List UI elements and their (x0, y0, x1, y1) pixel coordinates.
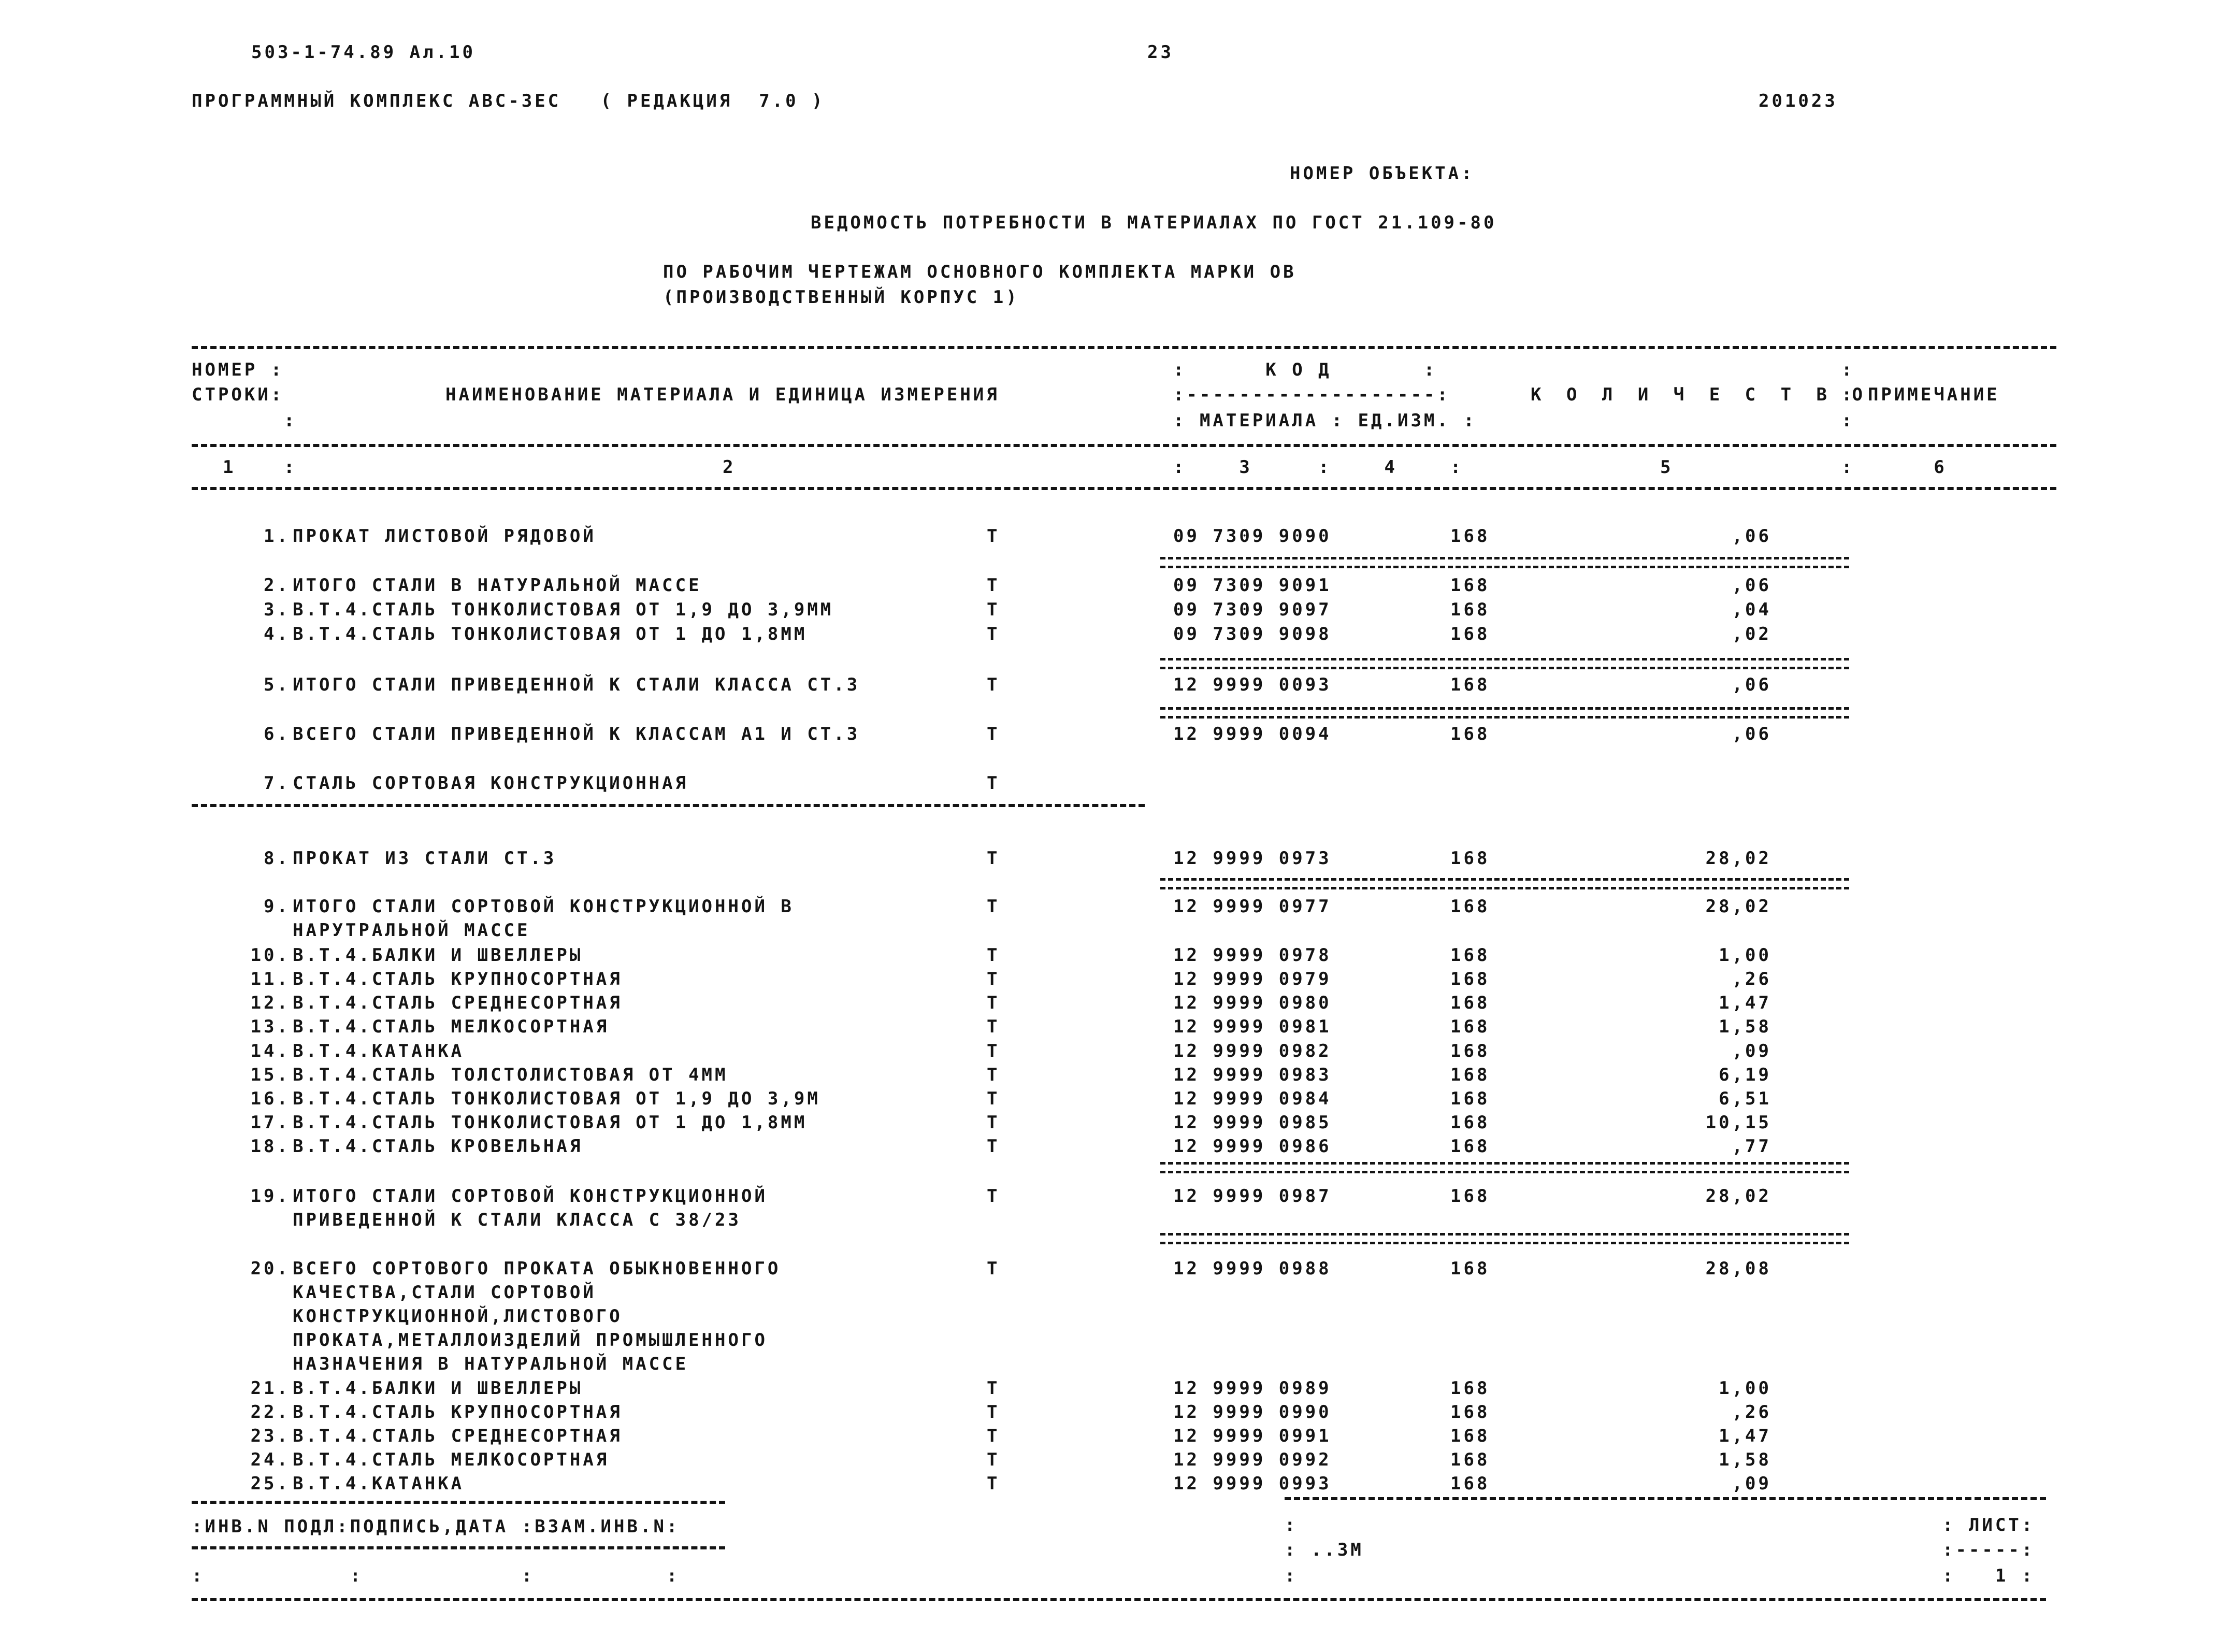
row-number: 13. (250, 1016, 290, 1037)
material-code: 12 9999 0988 (1173, 1258, 1332, 1279)
column-number-1: 1 (223, 457, 236, 478)
material-name-line: ИТОГО СТАЛИ ПРИВЕДЕННОЙ К СТАЛИ КЛАССА СТ.3 (293, 674, 860, 695)
document-subtitle: ПО РАБОЧИМ ЧЕРТЕЖАМ ОСНОВНОГО КОМПЛЕКТА МАРКИ ОВ (663, 262, 1296, 282)
subtotal-separator (1160, 1233, 1849, 1244)
header-rule-top (192, 346, 2056, 349)
material-code: 12 9999 0973 (1173, 848, 1332, 869)
material-code: 12 9999 0990 (1173, 1402, 1332, 1423)
quantity-value: ,26 (1732, 969, 1771, 989)
column-number-2: 2 (723, 457, 736, 478)
quantity-value: ,04 (1732, 599, 1771, 620)
header-rule-middle (192, 444, 2056, 447)
row-number: 18. (250, 1136, 290, 1157)
unit-code: 168 (1450, 1041, 1490, 1061)
unit-code: 168 (1450, 945, 1490, 966)
row-number: 5. (264, 674, 290, 695)
material-name-line: ПРОКАТ ИЗ СТАЛИ СТ.3 (293, 848, 557, 869)
subtotal-separator (1160, 707, 1849, 719)
stamp-fields: : : : : (192, 1565, 680, 1586)
unit-code: 168 (1450, 993, 1490, 1013)
unit-of-measure: Т (987, 1136, 1000, 1157)
quantity-value: ,06 (1732, 575, 1771, 596)
unit-code: 168 (1450, 1088, 1490, 1109)
sheet-separator: :-----: (1942, 1540, 2035, 1560)
material-code: 12 9999 0981 (1173, 1016, 1332, 1037)
quantity-value: ,02 (1732, 624, 1771, 644)
row-number: 20. (250, 1258, 290, 1279)
material-name-line: В.Т.4.СТАЛЬ МЕЛКОСОРТНАЯ (293, 1449, 610, 1470)
header-code: : К О Д : (1173, 360, 1437, 380)
material-name-line: ВСЕГО СТАЛИ ПРИВЕДЕННОЙ К КЛАССАМ А1 И СТ.3 (293, 724, 860, 744)
unit-of-measure: Т (987, 848, 1000, 869)
unit-code: 168 (1450, 1065, 1490, 1085)
column-number-3-4: : 3 : 4 : (1173, 457, 1464, 478)
row-number: 15. (250, 1065, 290, 1085)
row-number: 23. (250, 1426, 290, 1446)
material-name-line: ВСЕГО СОРТОВОГО ПРОКАТА ОБЫКНОВЕННОГО (293, 1258, 781, 1279)
material-name-line: ИТОГО СТАЛИ СОРТОВОЙ КОНСТРУКЦИОННОЙ (293, 1186, 768, 1206)
material-name-line: ИТОГО СТАЛИ В НАТУРАЛЬНОЙ МАССЕ (293, 575, 702, 596)
header-quantity: К О Л И Ч Е С Т В О (1531, 384, 1870, 405)
unit-of-measure: Т (987, 1041, 1000, 1061)
row-number: 16. (250, 1088, 290, 1109)
unit-of-measure: Т (987, 674, 1000, 695)
column-number-1-colon: : (284, 457, 297, 478)
material-name-line: В.Т.4.СТАЛЬ КРУПНОСОРТНАЯ (293, 969, 623, 989)
material-name-line: ПРОКАТ ЛИСТОВОЙ РЯДОВОЙ (293, 526, 596, 547)
material-code: 12 9999 0991 (1173, 1426, 1332, 1446)
document-title: ВЕДОМОСТЬ ПОТРЕБНОСТИ В МАТЕРИАЛАХ ПО ГОСТ 21.109-80 (811, 212, 1497, 233)
quantity-value: ,77 (1732, 1136, 1771, 1157)
row-number: 1. (264, 526, 290, 547)
material-code: 12 9999 0983 (1173, 1065, 1332, 1085)
quantity-value: ,06 (1732, 724, 1771, 744)
row-number: 24. (250, 1449, 290, 1470)
unit-of-measure: Т (987, 1088, 1000, 1109)
stamp-rule-middle (192, 1546, 725, 1549)
unit-code: 168 (1450, 1402, 1490, 1423)
unit-code: 168 (1450, 724, 1490, 744)
unit-of-measure: Т (987, 1378, 1000, 1399)
material-name-line: ПРОКАТА,МЕТАЛЛОИЗДЕЛИЙ ПРОМЫШЛЕННОГО (293, 1330, 768, 1351)
unit-of-measure: Т (987, 969, 1000, 989)
title-block-colon-1: : (1285, 1515, 1298, 1535)
material-code: 12 9999 0977 (1173, 896, 1332, 917)
unit-of-measure: Т (987, 1473, 1000, 1494)
row-number: 8. (264, 848, 290, 869)
header-note-colon-3: : (1841, 410, 1855, 431)
material-name-line: ИТОГО СТАЛИ СОРТОВОЙ КОНСТРУКЦИОННОЙ В (293, 896, 794, 917)
quantity-value: 28,02 (1705, 896, 1771, 917)
header-note-colon-1: : (1841, 360, 1855, 380)
material-name-line: В.Т.4.КАТАНКА (293, 1473, 465, 1494)
program-name: ПРОГРАММНЫЙ КОМПЛЕКС АВС-ЗЕС ( РЕДАКЦИЯ 7.0 ) (192, 91, 825, 111)
material-name-line: В.Т.4.СТАЛЬ ТОНКОЛИСТОВАЯ ОТ 1 ДО 1,8ММ (293, 1112, 808, 1133)
header-material-name: НАИМЕНОВАНИЕ МАТЕРИАЛА И ЕДИНИЦА ИЗМЕРЕНИЯ (445, 384, 1000, 405)
document-subtitle-building: (ПРОИЗВОДСТВЕННЫЙ КОРПУС 1) (663, 287, 1019, 308)
unit-of-measure: Т (987, 575, 1000, 596)
material-code: 09 7309 9098 (1173, 624, 1332, 644)
document-code: 503-1-74.89 Ал.10 (251, 42, 476, 63)
unit-of-measure: Т (987, 1426, 1000, 1446)
material-code: 12 9999 0987 (1173, 1186, 1332, 1206)
row-number: 4. (264, 624, 290, 644)
material-name-line: НАРУТРАЛЬНОЙ МАССЕ (293, 920, 530, 941)
unit-of-measure: Т (987, 1186, 1000, 1206)
quantity-value: 1,47 (1719, 1426, 1771, 1446)
quantity-value: ,06 (1732, 526, 1771, 547)
row-number: 2. (264, 575, 290, 596)
quantity-value: 28,02 (1705, 1186, 1771, 1206)
unit-of-measure: Т (987, 1402, 1000, 1423)
material-code: 12 9999 0982 (1173, 1041, 1332, 1061)
quantity-value: ,06 (1732, 674, 1771, 695)
material-code: 12 9999 0993 (1173, 1473, 1332, 1494)
material-name-line: НАЗНАЧЕНИЯ В НАТУРАЛЬНОЙ МАССЕ (293, 1354, 689, 1374)
row-number: 21. (250, 1378, 290, 1399)
row-number: 19. (250, 1186, 290, 1206)
material-code: 12 9999 0986 (1173, 1136, 1332, 1157)
page-rule-bottom (192, 1598, 2046, 1601)
unit-of-measure: Т (987, 993, 1000, 1013)
unit-of-measure: Т (987, 599, 1000, 620)
unit-code: 168 (1450, 896, 1490, 917)
quantity-value: 6,19 (1719, 1065, 1771, 1085)
material-name-line: В.Т.4.СТАЛЬ КРУПНОСОРТНАЯ (293, 1402, 623, 1423)
column-number-5: 5 (1660, 457, 1674, 478)
sheet-number: : 1 : (1942, 1565, 2035, 1586)
material-code: 12 9999 0984 (1173, 1088, 1332, 1109)
header-note: : ПРИМЕЧАНИЕ (1841, 384, 2000, 405)
quantity-value: 1,58 (1719, 1016, 1771, 1037)
header-rule-bottom (192, 487, 2056, 490)
unit-of-measure: Т (987, 773, 1000, 794)
unit-of-measure: Т (987, 1065, 1000, 1085)
unit-of-measure: Т (987, 1112, 1000, 1133)
row-number: 7. (264, 773, 290, 794)
material-name-line: КАЧЕСТВА,СТАЛИ СОРТОВОЙ (293, 1282, 596, 1303)
object-number-label: НОМЕР ОБЪЕКТА: (1290, 163, 1475, 184)
unit-code: 168 (1450, 1112, 1490, 1133)
material-name-line: В.Т.4.СТАЛЬ СРЕДНЕСОРТНАЯ (293, 1426, 623, 1446)
row-number: 3. (264, 599, 290, 620)
material-code: 12 9999 0094 (1173, 724, 1332, 744)
unit-code: 168 (1450, 599, 1490, 620)
quantity-value: 1,58 (1719, 1449, 1771, 1470)
unit-of-measure: Т (987, 945, 1000, 966)
stamp-labels: :ИНВ.N ПОДЛ:ПОДПИСЬ,ДАТА :ВЗАМ.ИНВ.N: (192, 1516, 680, 1537)
unit-code: 168 (1450, 969, 1490, 989)
unit-of-measure: Т (987, 896, 1000, 917)
sheet-label: : ЛИСТ: (1942, 1515, 2035, 1535)
subtotal-separator (1160, 658, 1849, 669)
title-block-rule-top (1285, 1497, 2046, 1500)
unit-of-measure: Т (987, 624, 1000, 644)
subtotal-separator (1160, 1162, 1849, 1173)
quantity-value: 1,00 (1719, 1378, 1771, 1399)
program-code: 201023 (1759, 91, 1838, 111)
unit-code: 168 (1450, 1136, 1490, 1157)
material-code: 12 9999 0978 (1173, 945, 1332, 966)
row-number: 22. (250, 1402, 290, 1423)
quantity-value: ,26 (1732, 1402, 1771, 1423)
material-name-line: В.Т.4.СТАЛЬ ТОЛСТОЛИСТОВАЯ ОТ 4ММ (293, 1065, 728, 1085)
row-number: 6. (264, 724, 290, 744)
subtotal-separator (1160, 557, 1849, 568)
title-block-text: : ..ЗМ (1285, 1540, 1364, 1560)
header-code-separator: :-------------------: (1173, 384, 1450, 405)
material-code: 12 9999 0093 (1173, 674, 1332, 695)
unit-of-measure: Т (987, 526, 1000, 547)
material-code: 12 9999 0980 (1173, 993, 1332, 1013)
stamp-rule-top (192, 1501, 725, 1504)
material-name-line: В.Т.4.БАЛКИ И ШВЕЛЛЕРЫ (293, 945, 583, 966)
material-name-line: СТАЛЬ СОРТОВАЯ КОНСТРУКЦИОННАЯ (293, 773, 689, 794)
unit-code: 168 (1450, 526, 1490, 547)
header-code-subcolumns: : МАТЕРИАЛА : ЕД.ИЗМ. : (1173, 410, 1477, 431)
unit-code: 168 (1450, 1426, 1490, 1446)
unit-code: 168 (1450, 1186, 1490, 1206)
header-row-number-3: : (284, 410, 297, 431)
unit-code: 168 (1450, 1449, 1490, 1470)
unit-code: 168 (1450, 1016, 1490, 1037)
material-name-line: В.Т.4.БАЛКИ И ШВЕЛЛЕРЫ (293, 1378, 583, 1399)
row-number: 12. (250, 993, 290, 1013)
material-name-line: В.Т.4.СТАЛЬ ТОНКОЛИСТОВАЯ ОТ 1 ДО 1,8ММ (293, 624, 808, 644)
material-code: 09 7309 9097 (1173, 599, 1332, 620)
material-name-line: В.Т.4.СТАЛЬ МЕЛКОСОРТНАЯ (293, 1016, 610, 1037)
row-number: 14. (250, 1041, 290, 1061)
material-code: 12 9999 0985 (1173, 1112, 1332, 1133)
page-number: 23 (1147, 42, 1174, 63)
material-name-line: В.Т.4.КАТАНКА (293, 1041, 465, 1061)
header-row-number-2: СТРОКИ: (192, 384, 284, 405)
material-code: 12 9999 0992 (1173, 1449, 1332, 1470)
material-code: 12 9999 0979 (1173, 969, 1332, 989)
unit-of-measure: Т (987, 724, 1000, 744)
row-number: 17. (250, 1112, 290, 1133)
quantity-value: 28,08 (1705, 1258, 1771, 1279)
material-code: 09 7309 9091 (1173, 575, 1332, 596)
header-row-number: НОМЕР : (192, 360, 284, 380)
unit-code: 168 (1450, 674, 1490, 695)
material-code: 12 9999 0989 (1173, 1378, 1332, 1399)
section-separator (192, 804, 1145, 807)
unit-of-measure: Т (987, 1258, 1000, 1279)
quantity-value: ,09 (1732, 1041, 1771, 1061)
material-name-line: В.Т.4.СТАЛЬ ТОНКОЛИСТОВАЯ ОТ 1,9 ДО 3,9М (293, 1088, 820, 1109)
unit-code: 168 (1450, 1473, 1490, 1494)
material-name-line: В.Т.4.СТАЛЬ СРЕДНЕСОРТНАЯ (293, 993, 623, 1013)
subtotal-separator (1160, 878, 1849, 889)
quantity-value: ,09 (1732, 1473, 1771, 1494)
unit-code: 168 (1450, 624, 1490, 644)
material-name-line: В.Т.4.СТАЛЬ ТОНКОЛИСТОВАЯ ОТ 1,9 ДО 3,9ММ (293, 599, 834, 620)
unit-code: 168 (1450, 848, 1490, 869)
quantity-value: 28,02 (1705, 848, 1771, 869)
quantity-value: 10,15 (1705, 1112, 1771, 1133)
material-code: 09 7309 9090 (1173, 526, 1332, 547)
unit-code: 168 (1450, 1378, 1490, 1399)
title-block-colon-3: : (1285, 1565, 1298, 1586)
unit-code: 168 (1450, 575, 1490, 596)
column-number-6: : 6 (1841, 457, 1947, 478)
row-number: 11. (250, 969, 290, 989)
unit-code: 168 (1450, 1258, 1490, 1279)
material-name-line: В.Т.4.СТАЛЬ КРОВЕЛЬНАЯ (293, 1136, 583, 1157)
quantity-value: 1,47 (1719, 993, 1771, 1013)
material-name-line: ПРИВЕДЕННОЙ К СТАЛИ КЛАССА С 38/23 (293, 1210, 741, 1230)
unit-of-measure: Т (987, 1016, 1000, 1037)
unit-of-measure: Т (987, 1449, 1000, 1470)
quantity-value: 6,51 (1719, 1088, 1771, 1109)
material-name-line: КОНСТРУКЦИОННОЙ,ЛИСТОВОГО (293, 1306, 623, 1327)
row-number: 9. (264, 896, 290, 917)
quantity-value: 1,00 (1719, 945, 1771, 966)
row-number: 10. (250, 945, 290, 966)
row-number: 25. (250, 1473, 290, 1494)
